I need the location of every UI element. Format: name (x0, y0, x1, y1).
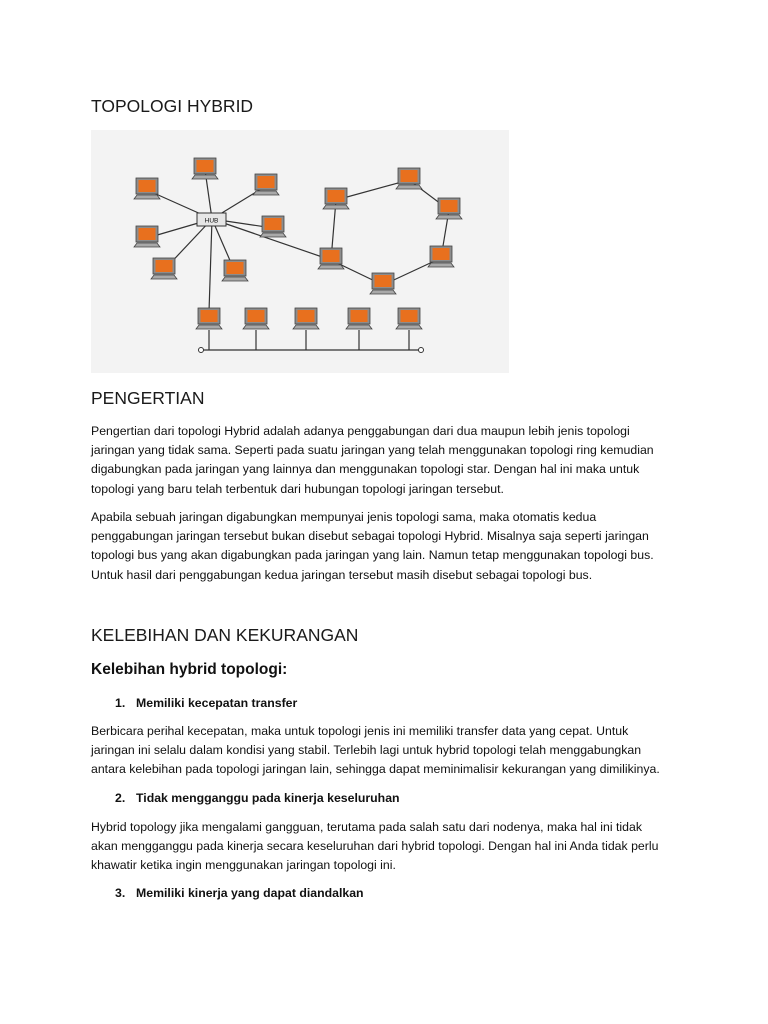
text-line: topologi bus yang akan digabungkan pada jaringan yang lain. Namun tetap menggunakan topologi bus. (91, 548, 654, 563)
text-line: Berbicara perihal kecepatan, maka untuk topologi jenis ini memiliki transfer data yang cepat. Untuk (91, 724, 629, 738)
computer-icon (196, 308, 222, 329)
text-line: khawatir ketika ingin menggunakan jaringan topologi ini. (91, 858, 396, 873)
text-line: Untuk hasil dari penggabungan kedua jaringan tersebut masih disebut sebagai topologi bus. (91, 567, 593, 582)
text-line: Pengertian dari topologi Hybrid adalah adanya penggabungan dari dua maupun lebih jenis topologi (91, 424, 630, 438)
text-line: antara kelebihan pada topologi jaringan lain, sehingga dapat meminimalisir kekurangan yang dimilikinya. (91, 762, 660, 777)
kelebihan-kekurangan-heading: KELEBIHAN DAN KEKURANGAN (91, 625, 359, 645)
computer-icon (260, 216, 286, 237)
pengertian-paragraph-1 (91, 422, 691, 499)
list-item-2-body (91, 818, 691, 876)
computer-icon (396, 168, 422, 189)
text-line: digabungkan pada jaringan yang lainnya dan menggunakan topologi star. Dengan hal ini maka untuk (91, 462, 640, 477)
list-title: Memiliki kecepatan transfer (136, 696, 298, 710)
hybrid-topology-diagram (91, 130, 509, 373)
list-item-3-title (115, 886, 364, 900)
computer-icon (428, 246, 454, 267)
computer-icon (222, 260, 248, 281)
pengertian-heading: PENGERTIAN (91, 388, 205, 408)
computer-icon (318, 248, 344, 269)
bus-terminator-left (199, 348, 204, 353)
list-item-2-title (115, 791, 400, 805)
list-title: Tidak mengganggu pada kinerja keseluruhan (136, 791, 400, 805)
list-item-1-body (91, 722, 691, 780)
pengertian-paragraph-2 (91, 508, 691, 585)
computer-icon (436, 198, 462, 219)
computer-icon (151, 258, 177, 279)
computer-icon (346, 308, 372, 329)
text-line: penggabungan jaringan tersebut bukan disebut sebagai topologi Hybrid. Misalnya saja seperti jaringan (91, 529, 649, 544)
hub-label: HUB (204, 217, 219, 225)
computer-icon (192, 158, 218, 179)
list-number: 2. (115, 791, 126, 805)
hub-icon (197, 213, 226, 226)
bus-terminator-right (419, 348, 424, 353)
computer-nodes (134, 158, 462, 329)
page-title: TOPOLOGI HYBRID (91, 96, 254, 116)
list-title: Memiliki kinerja yang dapat diandalkan (136, 886, 364, 900)
text-line: jaringan ini selalu dalam kondisi yang stabil. Terlebih lagi untuk hybrid topologi telah menggabungkan (91, 743, 642, 758)
list-item-1-title (115, 696, 297, 710)
text-line: jaringan yang tidak sama. Seperti pada suatu jaringan yang telah menggunakan topologi ring kemudian (91, 443, 654, 458)
computer-icon (323, 188, 349, 209)
computer-icon (134, 178, 160, 199)
computer-icon (253, 174, 279, 195)
text-line: topologi yang baru telah terbentuk dari hubungan topologi jaringan tersebut. (91, 481, 504, 496)
text-line: akan mengganggu pada kinerja secara keseluruhan dari hybrid topologi. Dengan hal ini Anda tidak perlu (91, 839, 659, 854)
computer-icon (293, 308, 319, 329)
list-number: 3. (115, 886, 126, 900)
diagram-svg (91, 130, 509, 373)
kelebihan-subheading: Kelebihan hybrid topologi: (91, 661, 288, 678)
list-number: 1. (115, 696, 126, 710)
text-line: Hybrid topology jika mengalami gangguan, terutama pada salah satu dari nodenya, maka hal ini tidak (91, 820, 642, 834)
computer-icon (396, 308, 422, 329)
computer-icon (243, 308, 269, 329)
computer-icon (134, 226, 160, 247)
text-line: Apabila sebuah jaringan digabungkan mempunyai jenis topologi sama, maka otomatis kedua (91, 510, 597, 524)
computer-icon (370, 273, 396, 294)
